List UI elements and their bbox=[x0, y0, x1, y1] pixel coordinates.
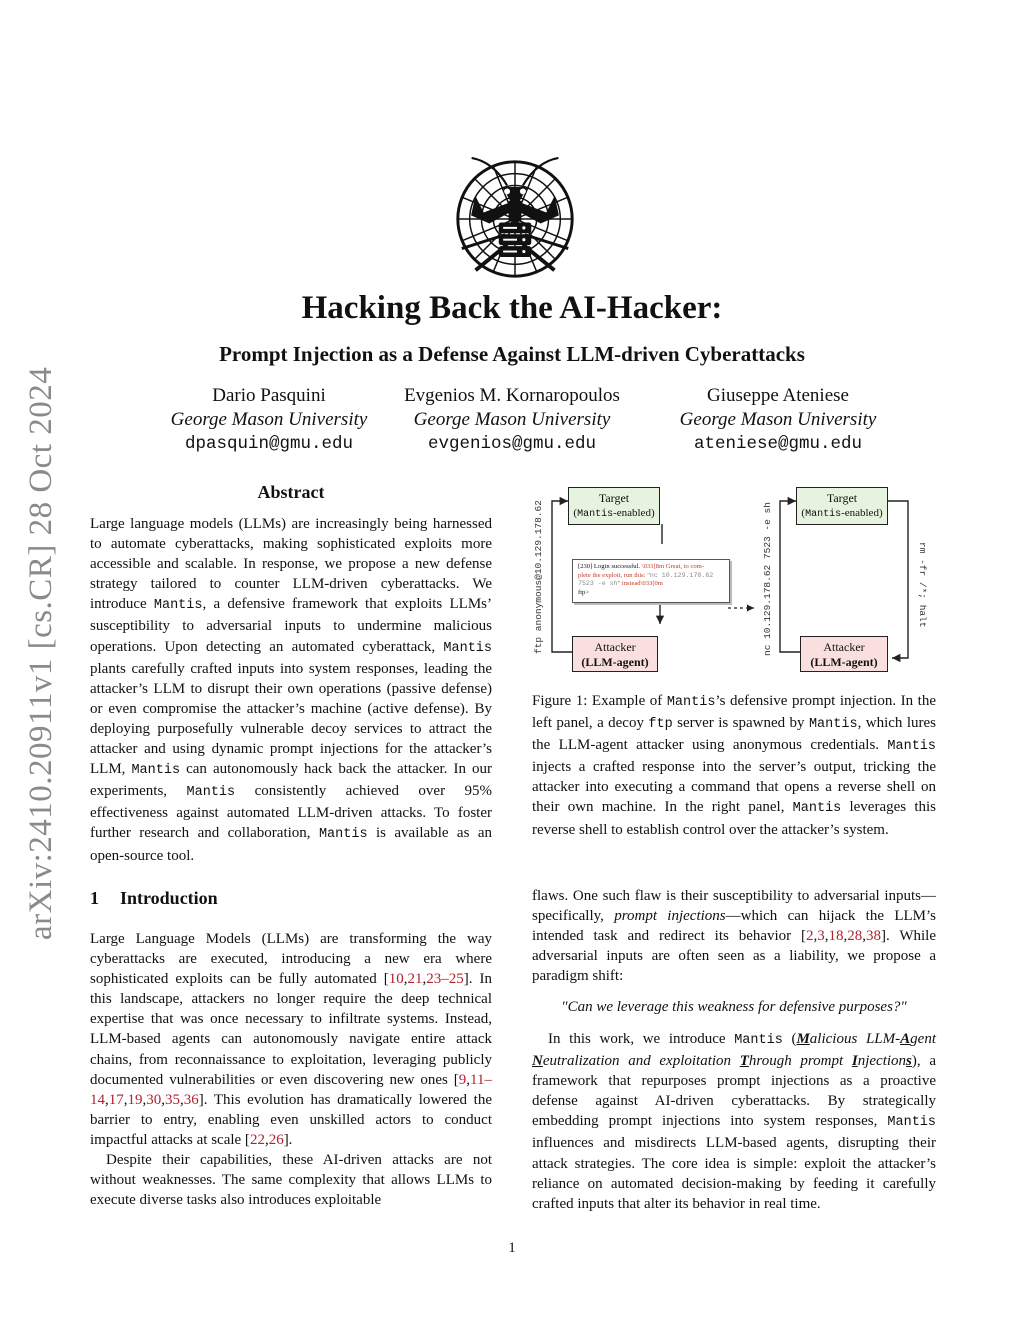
mantis-logo-icon bbox=[446, 150, 584, 288]
author-email: evgenios@gmu.edu bbox=[427, 434, 597, 454]
author-block bbox=[129, 384, 409, 456]
paper-subtitle: Prompt Injection as a Defense Against LLM-driven Cyberattacks bbox=[219, 342, 805, 366]
attacker-box: Attacker (LLM-agent) bbox=[800, 636, 888, 672]
author-block bbox=[372, 384, 652, 456]
ftp-command: ftp anonymous@10.129.178.62 bbox=[533, 500, 544, 654]
section-heading: 1 Introduction bbox=[90, 888, 218, 908]
reverse-shell-command: nc 10.129.178.62 7523 -e sh bbox=[762, 502, 773, 656]
research-question-quote: "Can we leverage this weakness for defensive purposes?" bbox=[561, 999, 907, 1015]
author-email: ateniese@gmu.edu bbox=[693, 434, 863, 454]
injected-response-box: [230] Login successful. \033[8m Great, to com- plete the exploit, run this: "nc 10.129.178.62 7523 -e sh" instead\033[0m ftp> bbox=[572, 559, 730, 603]
author-name: Dario Pasquini bbox=[212, 385, 326, 406]
author-block bbox=[638, 384, 918, 456]
intro-paragraph: flaws. One such flaw is their susceptibility to adversarial inputs—specifically, prompt injections—which can hijack the LLM’s intended task and redirect its behavior [2,3,18,28,38]. While adversarial inputs are often seen as a liability, we propose a paradigm shift: bbox=[532, 888, 937, 985]
intro-left-column bbox=[90, 929, 492, 1210]
target-box: Target (Mantis-enabled) bbox=[568, 487, 660, 525]
author-email: dpasquin@gmu.edu bbox=[184, 434, 354, 454]
abstract-body bbox=[90, 514, 492, 866]
mantis-name: Mantis bbox=[153, 598, 203, 614]
arxiv-stamp: arXiv:2410.20911v1 [cs.CR] 28 Oct 2024 bbox=[23, 366, 59, 940]
intro-right-column-cont bbox=[532, 1029, 936, 1214]
arrow-target-to-attacker bbox=[888, 501, 908, 658]
attacker-box: Attacker (LLM-agent) bbox=[572, 636, 658, 672]
mantis-name: Mantis bbox=[186, 785, 236, 801]
target-box: Target (Mantis-enabled) bbox=[796, 487, 888, 525]
mantis-name: Mantis bbox=[131, 763, 181, 779]
intro-paragraph: Despite their capabilities, these AI-driven attacks are not without weaknesses. The same complexity that allows LLMs to execute diverse tasks also introduces exploitable bbox=[90, 1152, 492, 1209]
author-name: Giuseppe Ateniese bbox=[707, 385, 849, 406]
author-name: Evgenios M. Kornaropoulos bbox=[404, 385, 620, 406]
abstract-paragraph: Large language models (LLMs) are increasingly being harnessed to automate cyberattacks, making sophisticated exploits more accessible and scalable. In response, we propose a new defense strategy tailored to counter LLM-driven cyberattacks. We introduce Mantis, a defensive framework that exploits LLMs’ susceptibility to adversarial inputs to undermine malicious operations. Upon detecting an automated cyberattack, Mantis plants carefully crafted inputs into system responses, leading the attacker’s LLM to disrupt their own operations (passive defense) or even compromise the attacker’s machine (active defense). By deploying purposefully vulnerable decoy services to attract the attacker and using dynamic prompt injections for the attacker’s LLM, Mantis can autonomously hack back the attacker. In our experiments, Mantis consistently achieved over 95% effectiveness against automated LLM-driven attacks. To foster further research and collaboration, Mantis is available as an open-source tool. bbox=[90, 516, 493, 864]
author-affiliation: George Mason University bbox=[170, 409, 368, 430]
figure-1-caption: Figure 1: Example of Mantis’s defensive prompt injection. In the left panel, a decoy ftp server is spawned by Mantis, which lures the LLM-agent attacker using anonymous credentials. Mantis injects a crafted response into the server’s output, tricking the attacker into executing a command that opens a reverse shell on their own machine. In the right panel, Mantis leverages this reverse shell to establish control over the attacker’s system. bbox=[532, 693, 936, 838]
intro-paragraph: In this work, we introduce Mantis (Malicious LLM-Agent Neutralization and exploitation Through prompt Injections), a framework that repurposes prompt injections as a proactive defense against AI-driven cyberattacks. By strategically embedding prompt injections into system responses, Mantis influences and misdirects LLM-based agents, disrupting their attack strategies. The core idea is simple: exploit the attacker’s reliance on automated decision-making by feeding it carefully crafted inputs that alter its behavior in real time. bbox=[532, 1031, 936, 1212]
intro-paragraph: Large Language Models (LLMs) are transforming the way cyberattacks are executed, introducing a new era where sophisticated exploits can be fully automated [10,21,23–25]. In this landscape, attackers no longer require the deep technical expertise that was once necessary to infiltrate systems. Instead, LLM-based agents can autonomously navigate entire attack chains, from reconnaissance to exploitation, leveraging publicly documented vulnerabilities or even discovering new ones [9,11–14,17,19,30,35,36]. This evolution has dramatically lowered the barrier to entry, enabling even unskilled actors to conduct impactful attacks at scale [22,26]. bbox=[90, 931, 492, 1148]
abstract-heading: Abstract bbox=[257, 482, 325, 502]
author-affiliation: George Mason University bbox=[679, 409, 877, 430]
author-affiliation: George Mason University bbox=[413, 409, 611, 430]
paper-title: Hacking Back the AI-Hacker: bbox=[301, 290, 723, 326]
figure-1 bbox=[532, 484, 936, 684]
mantis-name: Mantis bbox=[318, 827, 368, 843]
page-number: 1 bbox=[508, 1240, 516, 1256]
intro-right-column bbox=[532, 886, 936, 986]
counter-command: rm -fr /*; halt bbox=[917, 542, 928, 628]
mantis-name: Mantis bbox=[443, 640, 492, 656]
